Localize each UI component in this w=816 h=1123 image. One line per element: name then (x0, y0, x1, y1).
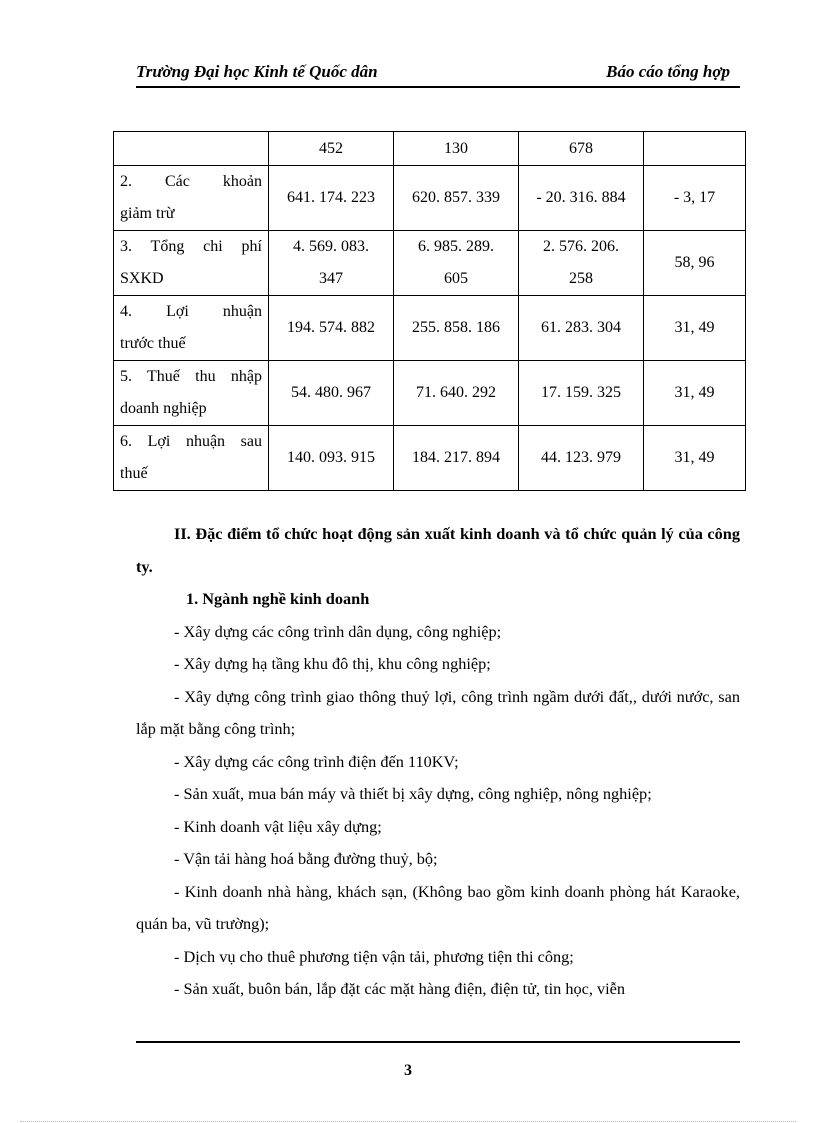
label-line: trước thuế (120, 335, 186, 352)
table-row (114, 231, 746, 296)
table-cell-label (114, 296, 269, 361)
table-cell: 678 (519, 132, 644, 166)
table-cell: 31, 49 (644, 426, 746, 491)
table-cell: 130 (394, 132, 519, 166)
table-cell: 71. 640. 292 (394, 361, 519, 426)
table-cell-label (114, 231, 269, 296)
label-line: giảm trừ (120, 205, 175, 222)
label-line: SXKD (120, 270, 164, 287)
label-line: 6. Lợi nhuận sau (120, 433, 262, 450)
table-cell (394, 231, 519, 296)
table-cell (644, 132, 746, 166)
cell-line: 6. 985. 289. (418, 238, 494, 255)
list-item: - Xây dựng công trình giao thông thuỷ lợi, công trình ngầm dưới đất,, dưới nước, san lắp mặt bằng công trình; (136, 686, 740, 738)
table-cell: 620. 857. 339 (394, 166, 519, 231)
table-cell-label (114, 132, 269, 166)
table-row (114, 166, 746, 231)
list-item: - Xây dựng các công trình điện đến 110KV; (174, 751, 459, 771)
cell-line: 2. 576. 206. (543, 238, 619, 255)
table-row (114, 426, 746, 491)
table-cell: 184. 217. 894 (394, 426, 519, 491)
document-body (136, 518, 740, 1006)
list-item: - Xây dựng các công trình dân dụng, công nghiệp; (174, 621, 502, 641)
list-item: - Xây dựng hạ tầng khu đô thị, khu công nghiệp; (174, 654, 491, 673)
footer-rule (136, 1041, 740, 1043)
table-cell: - 3, 17 (644, 166, 746, 231)
table-cell: 452 (269, 132, 394, 166)
label-line: 2. Các khoản (120, 173, 262, 190)
list-item: - Sản xuất, buôn bán, lắp đặt các mặt hàng điện, điện tử, tin học, viễn (174, 979, 626, 998)
table-cell: 17. 159. 325 (519, 361, 644, 426)
cell-line: 258 (569, 270, 593, 287)
table-cell: 140. 093. 915 (269, 426, 394, 491)
table-cell (269, 231, 394, 296)
sub-heading: 1. Ngành nghề kinh doanh (186, 589, 370, 608)
page-bottom-border (20, 1121, 796, 1122)
label-line: 4. Lợi nhuận (120, 303, 262, 320)
list-item: - Sản xuất, mua bán máy và thiết bị xây dựng, công nghiệp, nông nghiệp; (174, 784, 652, 803)
table-cell: - 20. 316. 884 (519, 166, 644, 231)
table-cell: 255. 858. 186 (394, 296, 519, 361)
section-heading: II. Đặc điểm tổ chức hoạt động sản xuất kinh doanh và tổ chức quản lý của công ty. (136, 524, 740, 576)
table-cell: 54. 480. 967 (269, 361, 394, 426)
table-cell-label (114, 426, 269, 491)
header-report-title: Báo cáo tổng hợp (606, 62, 730, 81)
cell-line: 347 (319, 270, 343, 287)
table-cell: 58, 96 (644, 231, 746, 296)
label-line: 3. Tổng chi phí (120, 238, 262, 255)
table-row (114, 296, 746, 361)
financial-table (113, 131, 746, 491)
table-cell-label (114, 166, 269, 231)
table-cell: 44. 123. 979 (519, 426, 644, 491)
cell-line: 605 (444, 270, 468, 287)
header-school-name: Trường Đại học Kinh tế Quốc dân (136, 62, 378, 81)
list-item: - Kinh doanh vật liệu xây dựng; (174, 816, 382, 836)
table-cell (519, 231, 644, 296)
table-row (114, 132, 746, 166)
label-line: thuế (120, 465, 148, 482)
table-cell: 61. 283. 304 (519, 296, 644, 361)
list-item: - Kinh doanh nhà hàng, khách sạn, (Không bao gồm kinh doanh phòng hát Karaoke, quán ba, vũ trường); (136, 881, 740, 933)
table-cell: 31, 49 (644, 296, 746, 361)
table-cell: 194. 574. 882 (269, 296, 394, 361)
label-line: 5. Thuế thu nhập (120, 368, 262, 385)
cell-line: 4. 569. 083. (293, 238, 369, 255)
page-number: 3 (404, 1062, 412, 1079)
table-row (114, 361, 746, 426)
table-cell: 641. 174. 223 (269, 166, 394, 231)
list-item: - Dịch vụ cho thuê phương tiện vận tải, phương tiện thi công; (174, 946, 574, 966)
page-header (136, 58, 740, 88)
table-cell-label (114, 361, 269, 426)
label-line: doanh nghiệp (120, 400, 207, 417)
table-cell: 31, 49 (644, 361, 746, 426)
list-item: - Vận tải hàng hoá bằng đường thuỷ, bộ; (174, 849, 438, 868)
